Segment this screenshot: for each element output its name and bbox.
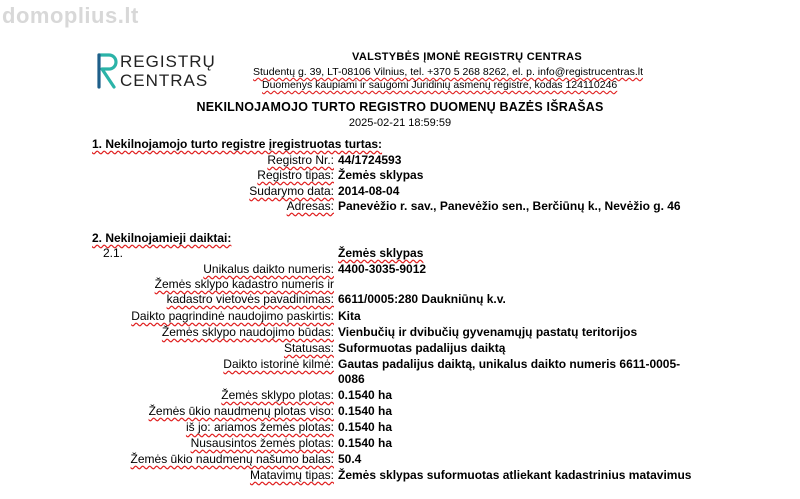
- field-label: Žemės sklypo naudojimo būdas:: [161, 325, 334, 339]
- field-label: Žemės sklypo plotas:: [221, 388, 334, 402]
- field-value: 2014-08-04: [338, 184, 400, 198]
- field-label: Daikto pagrindinė naudojimo paskirtis:: [131, 309, 334, 323]
- item-number: 2.1.: [103, 246, 124, 260]
- section-1-heading: 1. Nekilnojamojo turto registre įregistruotas turtas:: [92, 137, 383, 151]
- field-label: Sudarymo data:: [249, 184, 334, 198]
- watermark: domoplius.lt: [2, 3, 139, 28]
- section-2-heading: 2. Nekilnojamieji daiktai:: [92, 231, 232, 245]
- field-label: Matavimų tipas:: [249, 468, 334, 482]
- field-value: Suformuotas padalijus daiktą: [338, 341, 506, 355]
- field-label: Unikalus daikto numeris:: [203, 262, 334, 276]
- field-value: 0.1540 ha: [338, 404, 393, 418]
- field-label: Registro Nr.:: [267, 153, 334, 167]
- field-value: 6611/0005:280 Daukniūnų k.v.: [338, 292, 506, 306]
- logo-text: [120, 52, 216, 90]
- field-value: 0.1540 ha: [338, 388, 393, 402]
- field-label: Statusas:: [283, 341, 334, 355]
- field-label: Adresas:: [286, 199, 334, 213]
- logo-mark-icon: [96, 52, 118, 90]
- logo-line-1: REGISTRŲ: [120, 52, 216, 71]
- field-value: Žemės sklypas suformuotas atliekant kadastrinius matavimus: [338, 468, 692, 482]
- field-value: 0.1540 ha: [338, 420, 393, 434]
- field-value: Kita: [338, 309, 361, 323]
- registru-centras-logo: [96, 52, 216, 92]
- field-label: Daikto istorinė kilmė:: [223, 357, 334, 371]
- field-value: Gautas padalijus daiktą, unikalus daikto numeris 6611-0005-0086: [338, 357, 681, 386]
- field-value: Žemės sklypas: [338, 168, 424, 182]
- field-label: Žemės ūkio naudmenų plotas viso:: [148, 404, 334, 418]
- field-label: Žemės sklypo kadastro numeris ir: [154, 277, 334, 291]
- field-label: Nusausintos žemės plotas:: [190, 436, 334, 450]
- organization-data-note: Duomenys kaupiami ir saugomi Juridinių asmenų registre, kodas 124110246: [262, 79, 618, 91]
- field-label: iš jo: ariamos žemės plotas:: [185, 420, 334, 434]
- organization-address: Studentų g. 39, LT-08106 Vilnius, tel. +370 5 268 8262, el. p. info@registrucentras.lt: [253, 66, 643, 78]
- logo-line-2: CENTRAS: [120, 71, 209, 90]
- field-label: kadastro vietovės pavadinimas:: [166, 292, 334, 306]
- field-value: Panevėžio r. sav., Panevėžio sen., Berčiūnų k., Nevėžio g. 46: [338, 199, 681, 213]
- field-value: 50.4: [338, 452, 362, 466]
- organization-name: VALSTYBĖS ĮMONĖ REGISTRŲ CENTRAS: [352, 51, 583, 63]
- item-title: Žemės sklypas: [338, 246, 424, 260]
- document-title: NEKILNOJAMOJO TURTO REGISTRO DUOMENŲ BAZĖS IŠRAŠAS: [196, 100, 604, 114]
- document-datetime: 2025-02-21 18:59:59: [348, 117, 452, 129]
- field-value: 4400-3035-9012: [338, 262, 427, 276]
- field-value: Vienbučių ir dvibučių gyvenamųjų pastatų teritorijos: [338, 325, 638, 339]
- field-value: 44/1724593: [338, 153, 402, 167]
- field-value: 0.1540 ha: [338, 436, 393, 450]
- field-label: Žemės ūkio naudmenų našumo balas:: [130, 452, 334, 466]
- field-label: Registro tipas:: [257, 168, 334, 182]
